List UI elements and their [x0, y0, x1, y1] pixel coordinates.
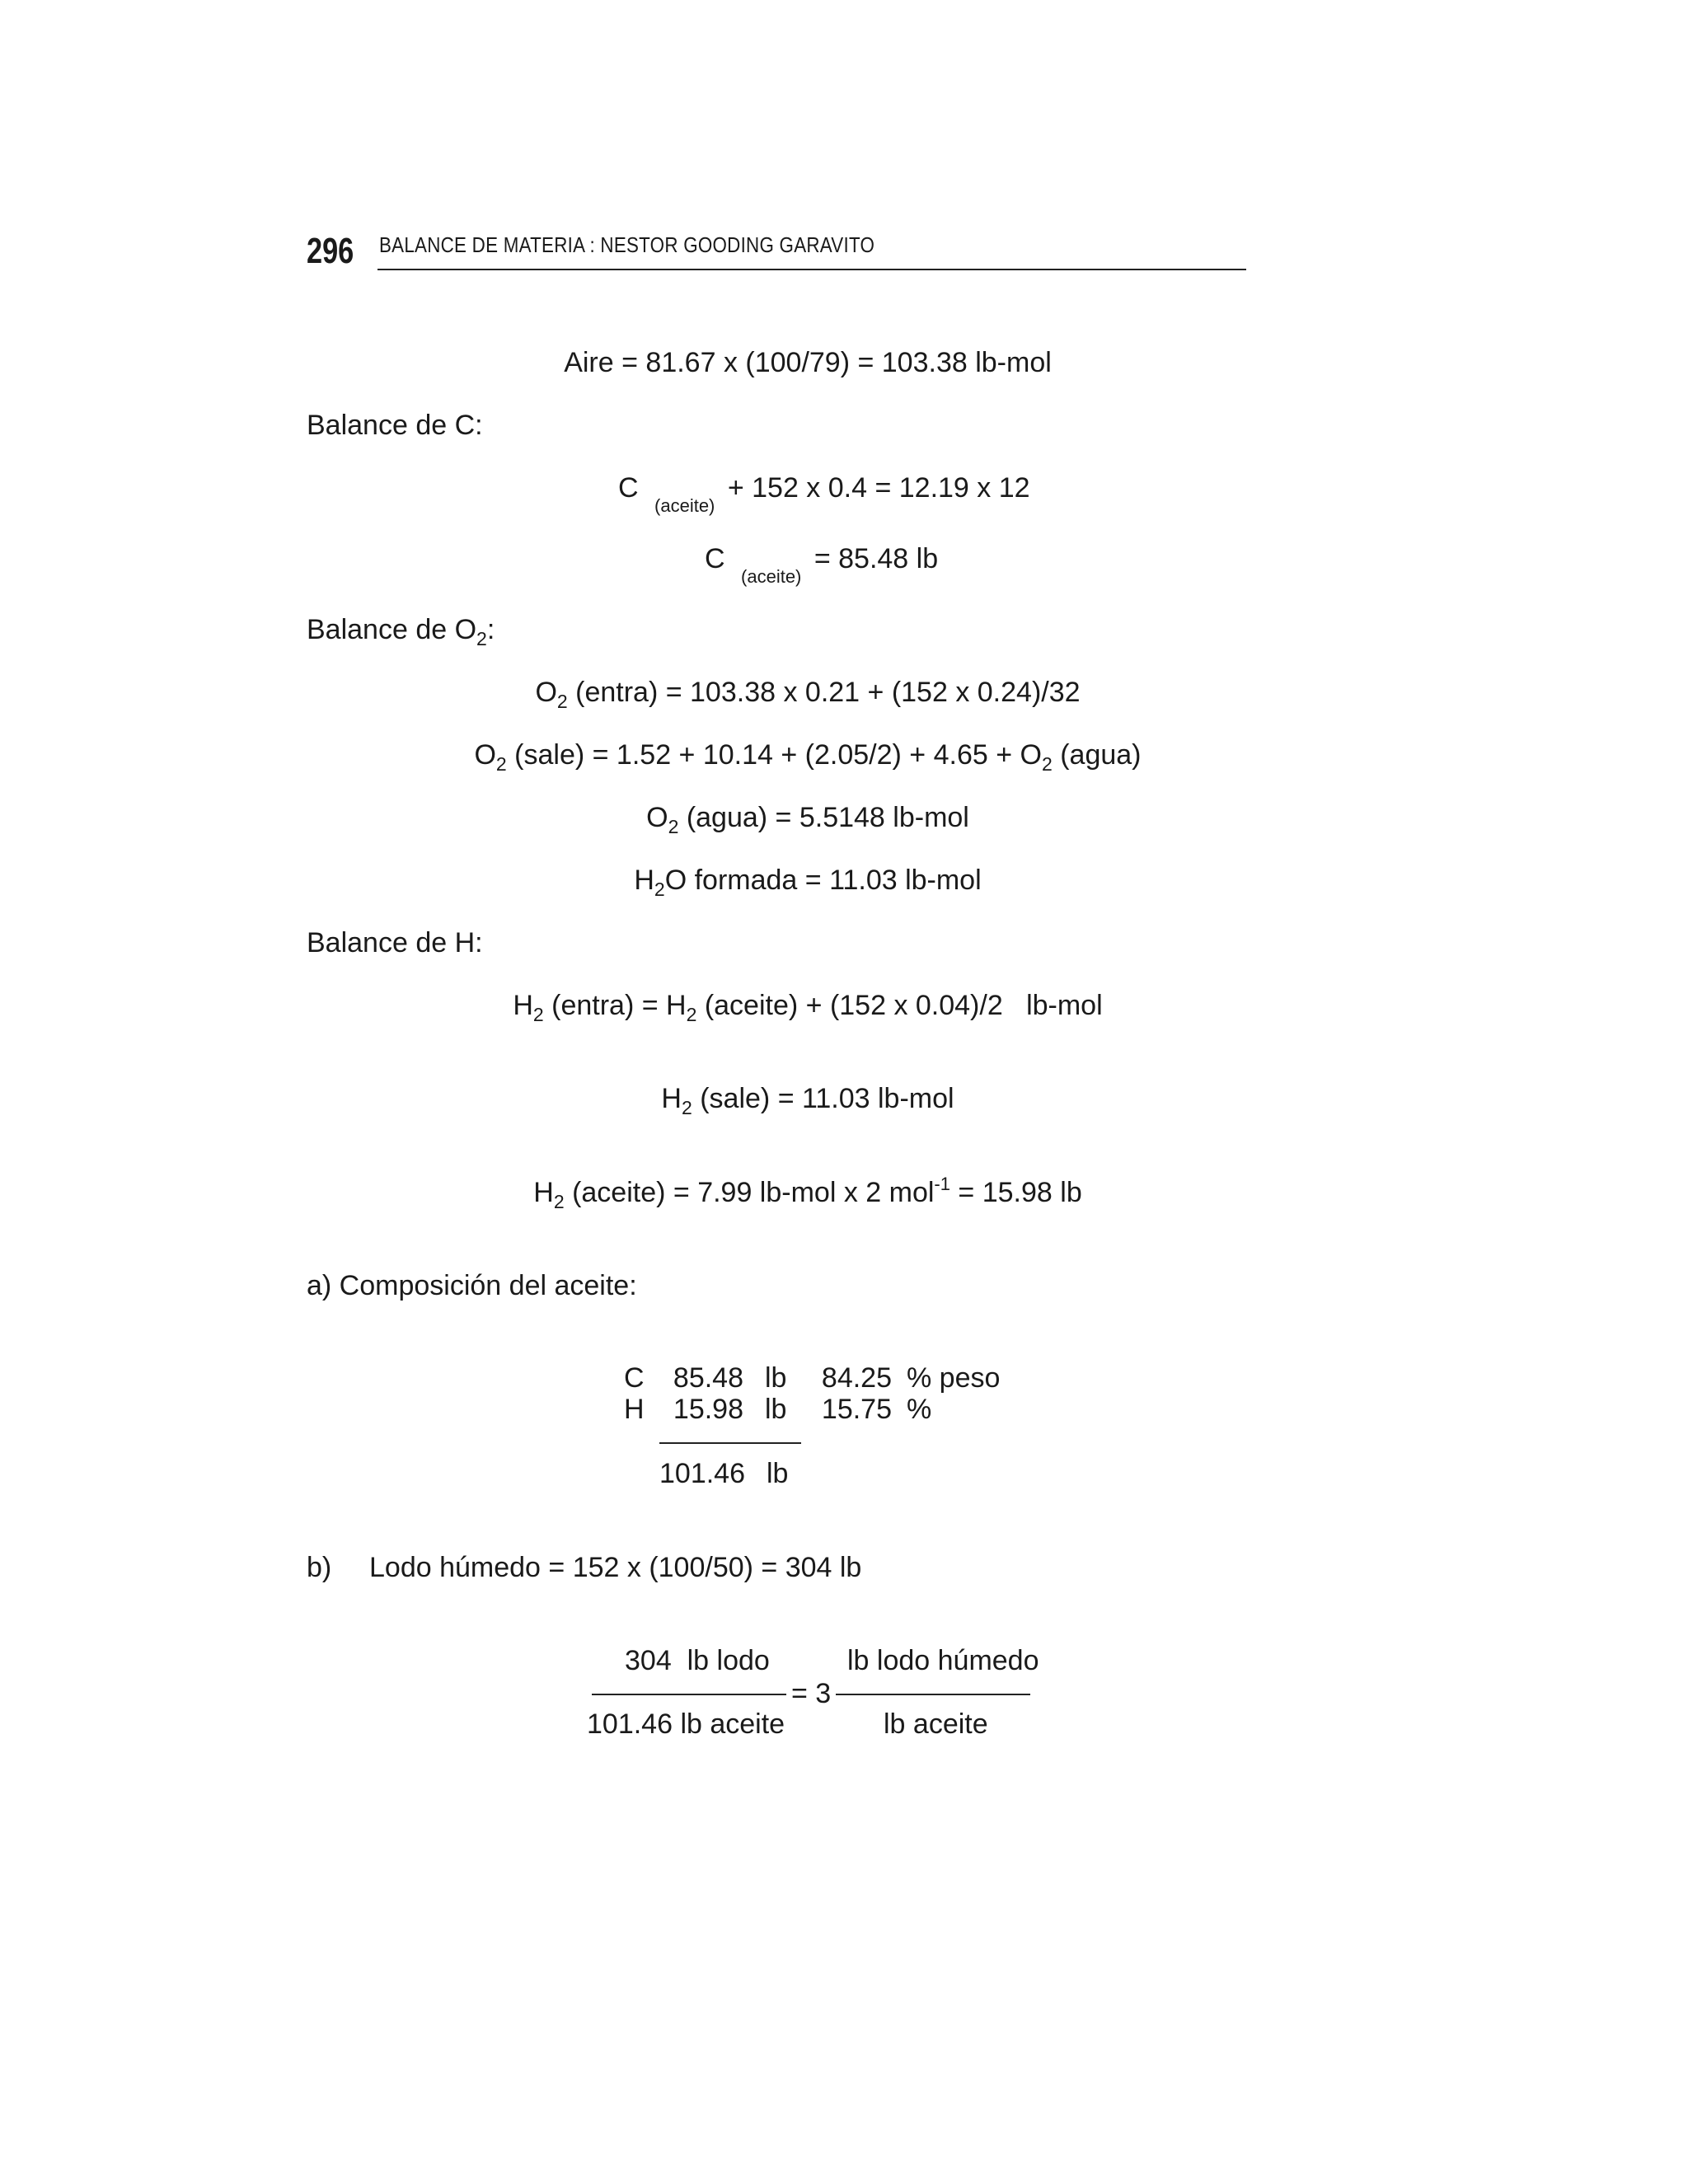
h-symbol: H	[513, 990, 533, 1021]
subscript: 2	[556, 691, 568, 712]
o-symbol: O	[474, 739, 496, 771]
o2-agua-equation	[313, 801, 1302, 837]
fraction-left-denominator: 101.46 lb aceite	[587, 1708, 785, 1740]
part-b-label: b)	[307, 1552, 332, 1583]
h-symbol: H	[533, 1177, 554, 1208]
table-row-percent: 15.75	[821, 1394, 892, 1425]
table-row-element: H	[624, 1394, 645, 1425]
subscript: 2	[476, 628, 487, 649]
equation-text: = 15.98 lb	[950, 1177, 1082, 1208]
fraction-left-bar	[592, 1694, 786, 1695]
o2-entra-equation	[313, 676, 1302, 712]
equation-text: (agua)	[1052, 739, 1142, 771]
equation-text: (aceite) = 7.99 lb-mol x 2 mol	[564, 1177, 935, 1208]
h2-aceite-equation	[313, 1174, 1302, 1212]
subscript: 2	[654, 879, 665, 900]
superscript: -1	[934, 1174, 950, 1194]
table-row-mass: 85.48	[673, 1362, 743, 1394]
fraction-left-numerator: 304 lb lodo	[625, 1645, 770, 1676]
c-aceite-subscript: (aceite)	[741, 566, 802, 587]
subscript: 2	[681, 1097, 692, 1118]
h-symbol: H	[634, 865, 654, 896]
h2-entra-equation	[313, 989, 1302, 1025]
fraction-right-denominator: lb aceite	[884, 1708, 988, 1740]
fraction-right-numerator: lb lodo húmedo	[847, 1645, 1039, 1676]
fraction-equals: = 3	[791, 1678, 832, 1709]
h2o-formada-equation	[313, 864, 1302, 900]
table-total-unit: lb	[767, 1458, 789, 1489]
table-row-element: C	[624, 1362, 645, 1394]
equation-text: (entra) = 103.38 x 0.21 + (152 x 0.24)/32	[567, 677, 1081, 708]
c-balance-rhs: + 152 x 0.4 = 12.19 x 12	[727, 472, 1030, 504]
table-row-unit: lb	[765, 1362, 787, 1394]
table-row-pct-unit: % peso	[907, 1362, 1001, 1394]
equation-text: (entra) = H	[543, 990, 687, 1021]
c-symbol: C	[618, 472, 639, 504]
running-title: BALANCE DE MATERIA : NESTOR GOODING GARAVITO	[379, 232, 875, 257]
subscript: 2	[686, 1004, 697, 1025]
equation-text: (agua) = 5.5148 lb-mol	[678, 802, 969, 833]
balance-o2-heading	[307, 613, 495, 649]
c-aceite-subscript: (aceite)	[654, 495, 715, 516]
subscript: 2	[553, 1191, 565, 1212]
fraction-right-bar	[836, 1694, 1030, 1695]
c-balance-equation	[618, 471, 1030, 516]
part-b-text: Lodo húmedo = 152 x (100/50) = 304 lb	[369, 1552, 862, 1583]
subscript: 2	[668, 816, 679, 837]
h-symbol: H	[661, 1083, 682, 1114]
table-row-mass: 15.98	[673, 1394, 743, 1425]
h2-sale-equation	[313, 1082, 1302, 1118]
subscript: 2	[532, 1004, 544, 1025]
o2-sale-equation	[313, 738, 1302, 775]
table-sum-rule	[659, 1442, 801, 1444]
table-row-unit: lb	[765, 1394, 787, 1425]
o-symbol: O	[646, 802, 668, 833]
equation-text: (sale) = 11.03 lb-mol	[692, 1083, 954, 1114]
header-rule	[377, 269, 1246, 270]
page-number: 296	[307, 231, 354, 271]
subscript: 2	[495, 753, 507, 775]
table-total-mass: 101.46	[659, 1458, 745, 1489]
equation-text: (aceite) + (152 x 0.04)/2 lb-mol	[696, 990, 1103, 1021]
c-result-rhs: = 85.48 lb	[814, 543, 939, 574]
o-symbol: O	[535, 677, 557, 708]
subscript: 2	[1041, 753, 1053, 775]
balance-c-heading: Balance de C:	[307, 410, 483, 441]
heading-text: Balance de O	[307, 614, 477, 645]
part-a-heading: a) Composición del aceite:	[307, 1270, 637, 1301]
aire-equation: Aire = 81.67 x (100/79) = 103.38 lb-mol	[564, 347, 1052, 378]
balance-h-heading: Balance de H:	[307, 927, 483, 958]
c-result-equation	[705, 542, 939, 587]
equation-text: (sale) = 1.52 + 10.14 + (2.05/2) + 4.65 + O	[506, 739, 1042, 771]
table-row-pct-unit: %	[907, 1394, 932, 1425]
c-symbol: C	[705, 543, 725, 574]
table-row-percent: 84.25	[821, 1362, 892, 1394]
equation-text: O formada = 11.03 lb-mol	[664, 865, 982, 896]
heading-colon: :	[486, 614, 495, 645]
